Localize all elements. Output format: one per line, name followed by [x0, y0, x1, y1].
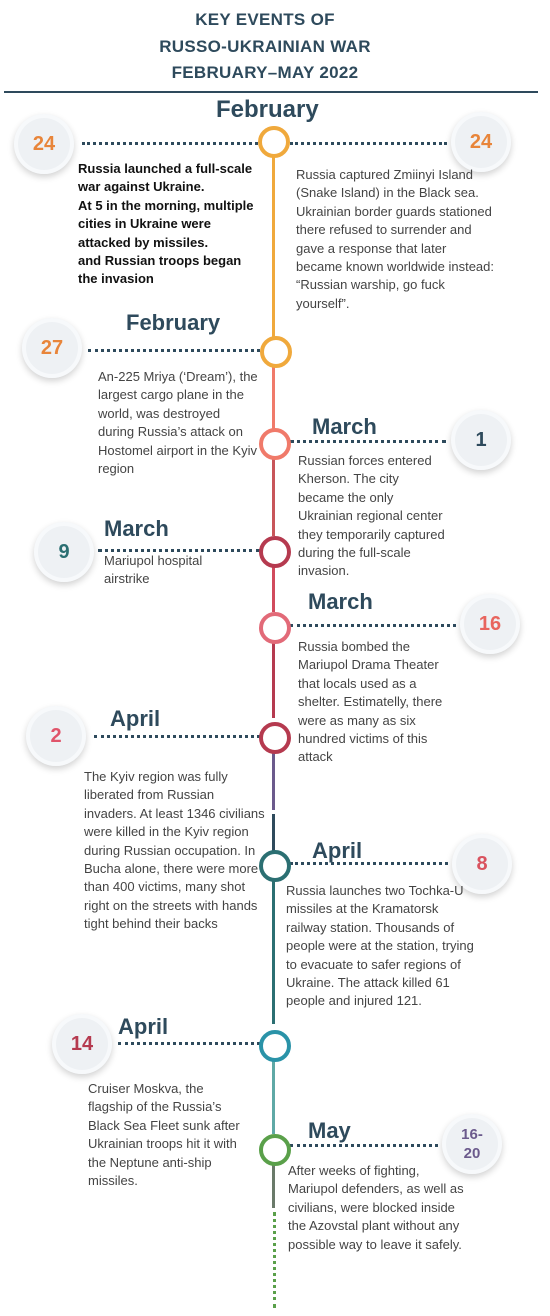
timeline-node [259, 1030, 291, 1062]
timeline-node [259, 722, 291, 754]
connector-dots [290, 142, 447, 145]
timeline-node [259, 428, 291, 460]
event-description: Mariupol hospital airstrike [104, 553, 203, 587]
timeline-node [259, 1134, 291, 1166]
day-badge: 27 [22, 318, 82, 378]
month-label: March [308, 589, 373, 614]
timeline-node [260, 336, 292, 368]
connector-dots [82, 142, 258, 145]
connector-dots [88, 349, 260, 352]
day-badge: 8 [452, 834, 512, 894]
timeline-segment [272, 364, 275, 432]
day-badge: 16- 20 [442, 1114, 502, 1174]
timeline-node [259, 850, 291, 882]
connector-dots [118, 1042, 260, 1045]
month-label: March [312, 414, 377, 439]
event-description: Russia launches two Tochka-U missiles at the Kramatorsk railway station. Thousands of people were at the station, trying to evacuate to safer regions of Ukraine. The attack killed 61 people and injured 121. [286, 883, 474, 1009]
timeline-segment [272, 750, 275, 810]
month-label: April [118, 1014, 169, 1039]
timeline-node [258, 126, 290, 158]
event-description: After weeks of fighting, Mariupol defenders, as well as civilians, were blocked inside the Azovstal plant without any possible way to leave it safely. [288, 1163, 464, 1252]
day-badge: 24 [14, 114, 74, 174]
title-divider [4, 91, 538, 93]
day-badge: 16 [460, 594, 520, 654]
title-line-1: KEY EVENTS OF [195, 10, 335, 29]
event-description: Cruiser Moskva, the flagship of the Russia’s Black Sea Fleet sunk after Ukrainian troops hit it with the Neptune anti-ship missiles. [88, 1081, 240, 1189]
event-description: An-225 Mriya (‘Dream’), the largest cargo plane in the world, was destroyed during Russia’s attack on Hostomel airport in the Kyiv region [98, 369, 258, 477]
timeline-segment [272, 152, 275, 348]
event-description: Russia bombed the Mariupol Drama Theater that locals used as a shelter. Estimatelly, there were as many as six hundred victims of this attack [298, 639, 443, 765]
event-description: The Kyiv region was fully liberated from Russian invaders. At least 1346 civilians were killed in the Kyiv region during Russian occupation. In Bucha alone, there were more than 400 victims, many shot right on the streets with hands tight behind their backs [84, 769, 265, 932]
day-badge: 1 [451, 410, 511, 470]
day-badge: 9 [34, 522, 94, 582]
title-line-3: FEBRUARY–MAY 2022 [171, 63, 359, 82]
month-label: May [308, 1118, 351, 1143]
timeline-node [259, 536, 291, 568]
title-line-2: RUSSO-UKRAINIAN WAR [159, 37, 371, 56]
event-description: Russian forces entered Kherson. The city became the only Ukrainian regional center they temporarily captured during the full-scale invasion. [298, 453, 445, 579]
connector-dots [290, 862, 448, 865]
timeline-segment [272, 878, 275, 1024]
timeline-segment [272, 1056, 275, 1134]
timeline-segment [272, 452, 275, 536]
month-label: February [126, 310, 221, 335]
connector-dots [290, 440, 446, 443]
timeline-segment [272, 632, 275, 718]
day-badge: 24 [451, 112, 511, 172]
timeline-tail [273, 1212, 276, 1308]
day-badge: 2 [26, 706, 86, 766]
timeline-node [259, 612, 291, 644]
connector-dots [290, 624, 456, 627]
month-label: March [104, 516, 169, 541]
connector-dots [94, 735, 260, 738]
event-description: Russia launched a full-scale war against Ukraine. At 5 in the morning, multiple cities in Ukraine were attacked by missiles. and Russian troops began the invasion [78, 161, 254, 287]
event-description: Russia captured Zmiinyi Island (Snake Island) in the Black sea. Ukrainian border guards stationed there refused to surrender and gave a response that later became known worldwide instead: “Russian warship, go fuck yourself”. [296, 167, 494, 311]
month-label: February [216, 96, 319, 123]
month-label: April [110, 706, 161, 731]
timeline-segment [272, 1160, 275, 1208]
connector-dots [290, 1144, 438, 1147]
day-badge: 14 [52, 1014, 112, 1074]
month-label: April [312, 838, 363, 863]
timeline-segment [272, 814, 275, 854]
